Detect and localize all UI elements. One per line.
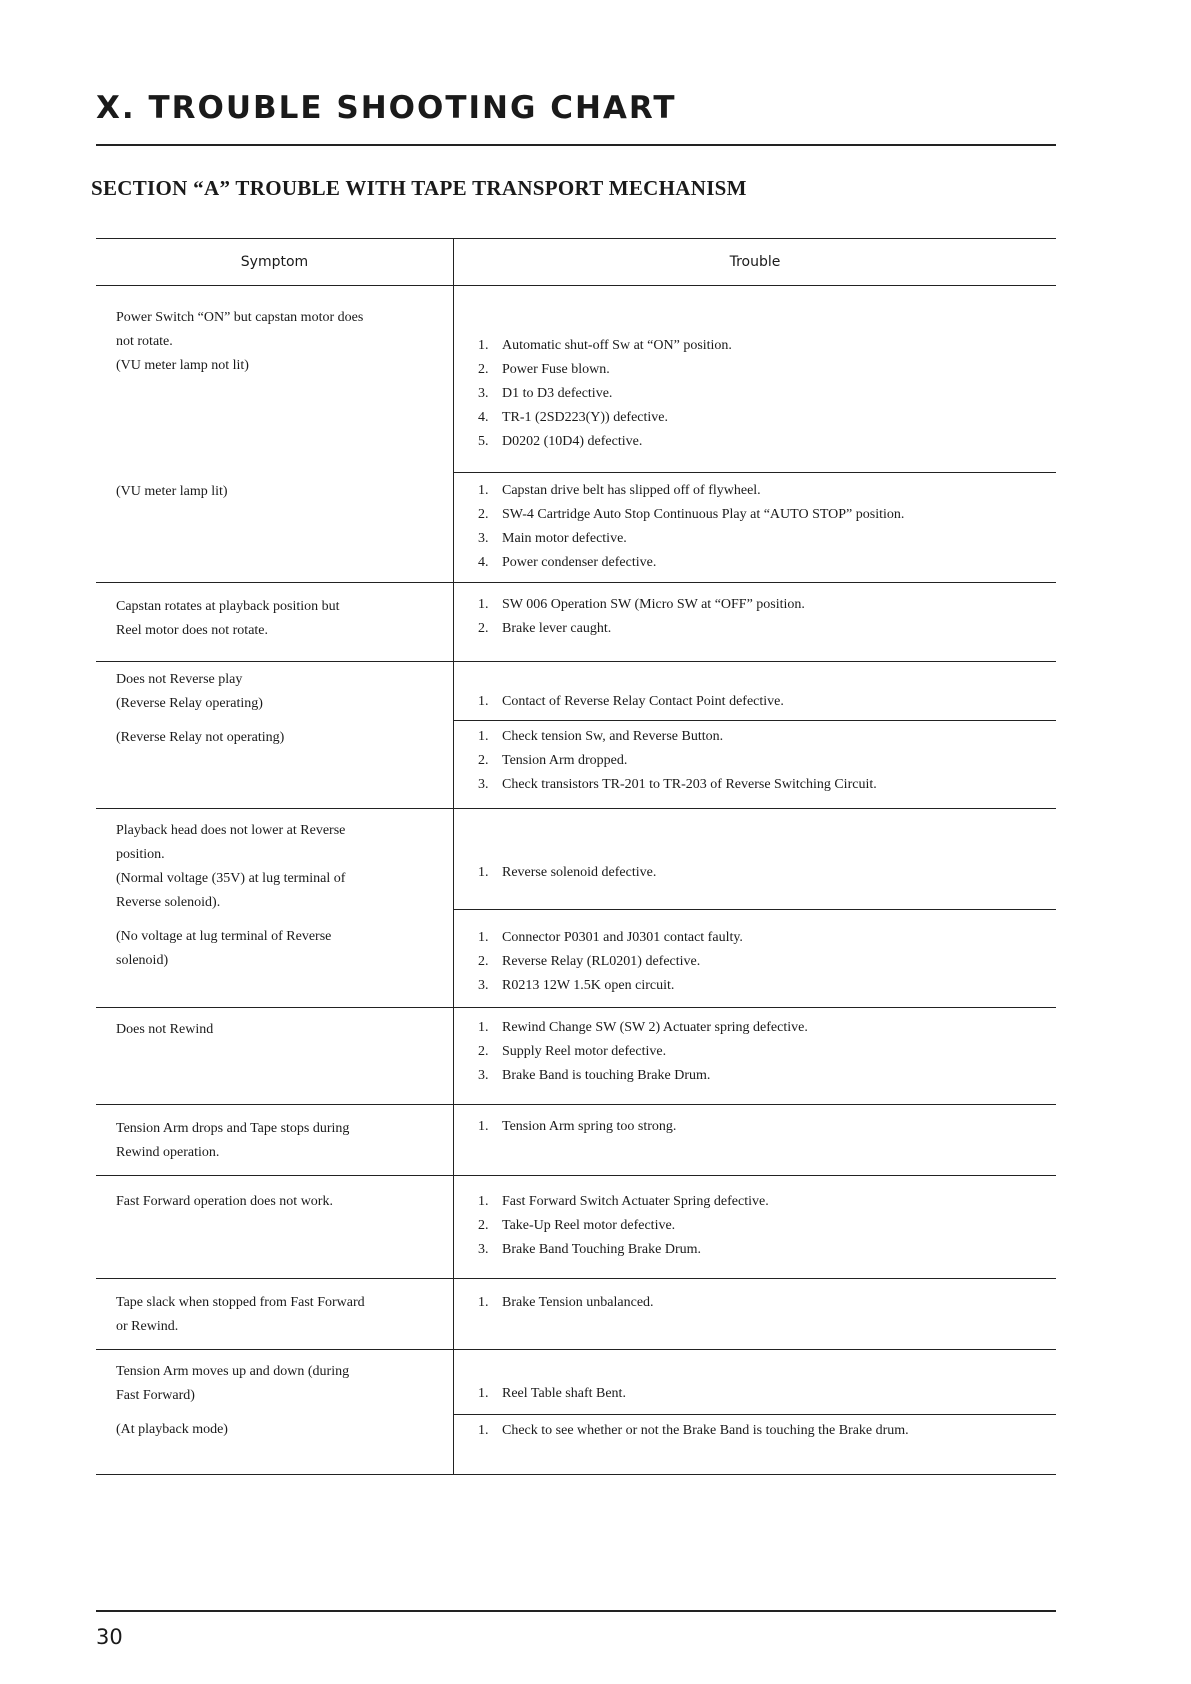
trouble-block: [454, 809, 1056, 909]
symptom-line: Tension Arm moves up and down (during: [116, 1364, 350, 1379]
trouble-item: [454, 1190, 1056, 1214]
item-number: 2.: [478, 362, 489, 377]
symptom-block: [96, 809, 453, 909]
symptom-line: Rewind operation.: [116, 1145, 220, 1160]
item-number: 2.: [478, 753, 489, 768]
trouble-item: [454, 551, 1056, 575]
trouble-item: [454, 1238, 1056, 1262]
table-row: [96, 1105, 1056, 1176]
symptom-block: [96, 472, 453, 582]
symptom-block: [96, 1008, 453, 1104]
trouble-item: [454, 1214, 1056, 1238]
item-text: Reverse Relay (RL0201) defective.: [502, 954, 701, 969]
item-number: 1.: [478, 597, 489, 612]
trouble-item: [454, 358, 1056, 382]
symptom-block: [96, 909, 453, 1007]
trouble-item: [454, 1419, 1056, 1443]
symptom-line: Tension Arm drops and Tape stops during: [116, 1121, 350, 1136]
item-text: Capstan drive belt has slipped off of flywheel.: [502, 483, 761, 498]
item-text: Fast Forward Switch Actuater Spring defective.: [502, 1194, 769, 1209]
symptom-line: or Rewind.: [116, 1319, 179, 1334]
item-number: 1.: [478, 729, 489, 744]
item-text: Brake Tension unbalanced.: [502, 1295, 654, 1310]
item-text: Reel Table shaft Bent.: [502, 1386, 626, 1401]
item-number: 1.: [478, 694, 489, 709]
trouble-block: [454, 1105, 1056, 1175]
symptom-line: Playback head does not lower at Reverse: [116, 823, 346, 838]
item-number: 1.: [478, 1423, 489, 1438]
symptom-block: [96, 1350, 453, 1414]
trouble-cell: [454, 1279, 1056, 1349]
item-text: Tension Arm spring too strong.: [502, 1119, 677, 1134]
item-text: Check tension Sw, and Reverse Button.: [502, 729, 724, 744]
item-number: 1.: [478, 1295, 489, 1310]
item-number: 2.: [478, 954, 489, 969]
item-text: Brake Band is touching Brake Drum.: [502, 1068, 711, 1083]
symptom-cell: [96, 1008, 454, 1104]
trouble-item: [454, 1382, 1056, 1406]
symptom-line: Reel motor does not rotate.: [116, 623, 269, 638]
trouble-item: [454, 382, 1056, 406]
trouble-item: [454, 430, 1056, 454]
trouble-cell: [454, 809, 1056, 1007]
symptom-line: (Normal voltage (35V) at lug terminal of: [116, 871, 346, 886]
trouble-cell: [454, 583, 1056, 661]
trouble-item: [454, 406, 1056, 430]
symptom-header: Symptom: [96, 239, 454, 285]
page-title: X. TROUBLE SHOOTING CHART: [96, 90, 677, 126]
symptom-line: (VU meter lamp lit): [116, 484, 228, 499]
item-number: 3.: [478, 1068, 489, 1083]
symptom-line: solenoid): [116, 953, 169, 968]
symptom-line: (Reverse Relay not operating): [116, 730, 285, 745]
item-text: Automatic shut-off Sw at “ON” position.: [502, 338, 732, 353]
item-text: Brake lever caught.: [502, 621, 612, 636]
item-number: 3.: [478, 978, 489, 993]
trouble-item: [454, 950, 1056, 974]
trouble-item: [454, 690, 1056, 714]
table-row: [96, 1176, 1056, 1279]
symptom-block: [96, 720, 453, 808]
page-number: 30: [96, 1625, 123, 1649]
trouble-item: [454, 479, 1056, 503]
footer-rule: [96, 1610, 1056, 1612]
trouble-item: [454, 861, 1056, 885]
table-row: [96, 1350, 1056, 1474]
item-text: D0202 (10D4) defective.: [502, 434, 643, 449]
trouble-item: [454, 503, 1056, 527]
title-rule: [96, 144, 1056, 146]
table-row: [96, 1008, 1056, 1105]
item-number: 2.: [478, 621, 489, 636]
item-number: 2.: [478, 1044, 489, 1059]
symptom-block: [96, 1414, 453, 1474]
trouble-cell: [454, 1105, 1056, 1175]
item-text: Main motor defective.: [502, 531, 627, 546]
symptom-cell: [96, 1176, 454, 1278]
table-header: [96, 239, 1056, 286]
symptom-cell: [96, 1105, 454, 1175]
item-number: 1.: [478, 1020, 489, 1035]
symptom-block: [96, 583, 453, 661]
symptom-line: (No voltage at lug terminal of Reverse: [116, 929, 332, 944]
item-text: Reverse solenoid defective.: [502, 865, 657, 880]
trouble-item: [454, 1016, 1056, 1040]
symptom-cell: [96, 662, 454, 808]
item-text: Check transistors TR-201 to TR-203 of Reverse Switching Circuit.: [502, 777, 877, 792]
trouble-cell: [454, 286, 1056, 582]
trouble-block: [454, 662, 1056, 720]
trouble-item: [454, 1064, 1056, 1088]
symptom-cell: [96, 809, 454, 1007]
item-number: 1.: [478, 1386, 489, 1401]
symptom-block: [96, 1279, 453, 1349]
symptom-block: [96, 1176, 453, 1278]
item-number: 4.: [478, 555, 489, 570]
trouble-block: [454, 1414, 1056, 1474]
trouble-block: [454, 909, 1056, 1007]
section-title: SECTION “A” TROUBLE WITH TAPE TRANSPORT MECHANISM: [91, 176, 747, 200]
item-text: R0213 12W 1.5K open circuit.: [502, 978, 675, 993]
trouble-block: [454, 1176, 1056, 1278]
symptom-line: Does not Rewind: [116, 1022, 214, 1037]
trouble-item: [454, 749, 1056, 773]
item-text: Take-Up Reel motor defective.: [502, 1218, 676, 1233]
symptom-cell: [96, 286, 454, 582]
symptom-line: Fast Forward operation does not work.: [116, 1194, 333, 1209]
item-text: SW 006 Operation SW (Micro SW at “OFF” position.: [502, 597, 805, 612]
item-number: 1.: [478, 483, 489, 498]
trouble-item: [454, 725, 1056, 749]
symptom-line: Capstan rotates at playback position but: [116, 599, 340, 614]
symptom-line: (At playback mode): [116, 1422, 228, 1437]
symptom-cell: [96, 1279, 454, 1349]
symptom-block: [96, 1105, 453, 1175]
trouble-item: [454, 926, 1056, 950]
item-number: 3.: [478, 777, 489, 792]
trouble-item: [454, 773, 1056, 797]
item-text: SW-4 Cartridge Auto Stop Continuous Play at “AUTO STOP” position.: [502, 507, 905, 522]
item-number: 1.: [478, 338, 489, 353]
item-text: D1 to D3 defective.: [502, 386, 613, 401]
symptom-block: [96, 286, 453, 472]
item-text: TR-1 (2SD223(Y)) defective.: [502, 410, 669, 425]
item-number: 3.: [478, 531, 489, 546]
item-number: 3.: [478, 1242, 489, 1257]
item-text: Contact of Reverse Relay Contact Point defective.: [502, 694, 784, 709]
item-text: Check to see whether or not the Brake Band is touching the Brake drum.: [502, 1423, 909, 1438]
trouble-block: [454, 720, 1056, 808]
trouble-item: [454, 527, 1056, 551]
trouble-item: [454, 1040, 1056, 1064]
table-body: [96, 286, 1056, 1474]
table-row: [96, 662, 1056, 809]
trouble-block: [454, 472, 1056, 582]
trouble-item: [454, 974, 1056, 998]
symptom-cell: [96, 1350, 454, 1474]
item-text: Supply Reel motor defective.: [502, 1044, 667, 1059]
trouble-block: [454, 1279, 1056, 1349]
trouble-item: [454, 593, 1056, 617]
table-row: [96, 809, 1056, 1008]
item-number: 5.: [478, 434, 489, 449]
trouble-block: [454, 286, 1056, 472]
symptom-line: Reverse solenoid).: [116, 895, 221, 910]
table-row: [96, 583, 1056, 662]
trouble-item: [454, 617, 1056, 641]
item-number: 3.: [478, 386, 489, 401]
item-text: Power Fuse blown.: [502, 362, 610, 377]
trouble-cell: [454, 1008, 1056, 1104]
trouble-cell: [454, 1350, 1056, 1474]
symptom-line: Does not Reverse play: [116, 672, 243, 687]
item-number: 1.: [478, 865, 489, 880]
item-number: 4.: [478, 410, 489, 425]
table-row: [96, 1279, 1056, 1350]
item-text: Tension Arm dropped.: [502, 753, 628, 768]
symptom-line: (VU meter lamp not lit): [116, 358, 249, 373]
symptom-line: not rotate.: [116, 334, 173, 349]
trouble-block: [454, 583, 1056, 661]
trouble-header: Trouble: [729, 254, 781, 270]
trouble-block: [454, 1008, 1056, 1104]
item-text: Rewind Change SW (SW 2) Actuater spring defective.: [502, 1020, 808, 1035]
trouble-cell: [454, 1176, 1056, 1278]
item-number: 2.: [478, 507, 489, 522]
symptom-block: [96, 662, 453, 720]
symptom-cell: [96, 583, 454, 661]
item-number: 1.: [478, 1119, 489, 1134]
symptom-line: Tape slack when stopped from Fast Forward: [116, 1295, 365, 1310]
symptom-line: (Reverse Relay operating): [116, 696, 263, 711]
symptom-line: Fast Forward): [116, 1388, 195, 1403]
table-row: [96, 286, 1056, 583]
trouble-item: [454, 1115, 1056, 1139]
item-number: 1.: [478, 930, 489, 945]
trouble-cell: [454, 662, 1056, 808]
trouble-block: [454, 1350, 1056, 1414]
item-text: Brake Band Touching Brake Drum.: [502, 1242, 701, 1257]
item-number: 1.: [478, 1194, 489, 1209]
item-text: Connector P0301 and J0301 contact faulty.: [502, 930, 743, 945]
symptom-line: position.: [116, 847, 165, 862]
trouble-item: [454, 334, 1056, 358]
item-text: Power condenser defective.: [502, 555, 657, 570]
trouble-item: [454, 1291, 1056, 1315]
symptom-line: Power Switch “ON” but capstan motor does: [116, 310, 364, 325]
item-number: 2.: [478, 1218, 489, 1233]
trouble-shooting-table: [96, 238, 1056, 1475]
